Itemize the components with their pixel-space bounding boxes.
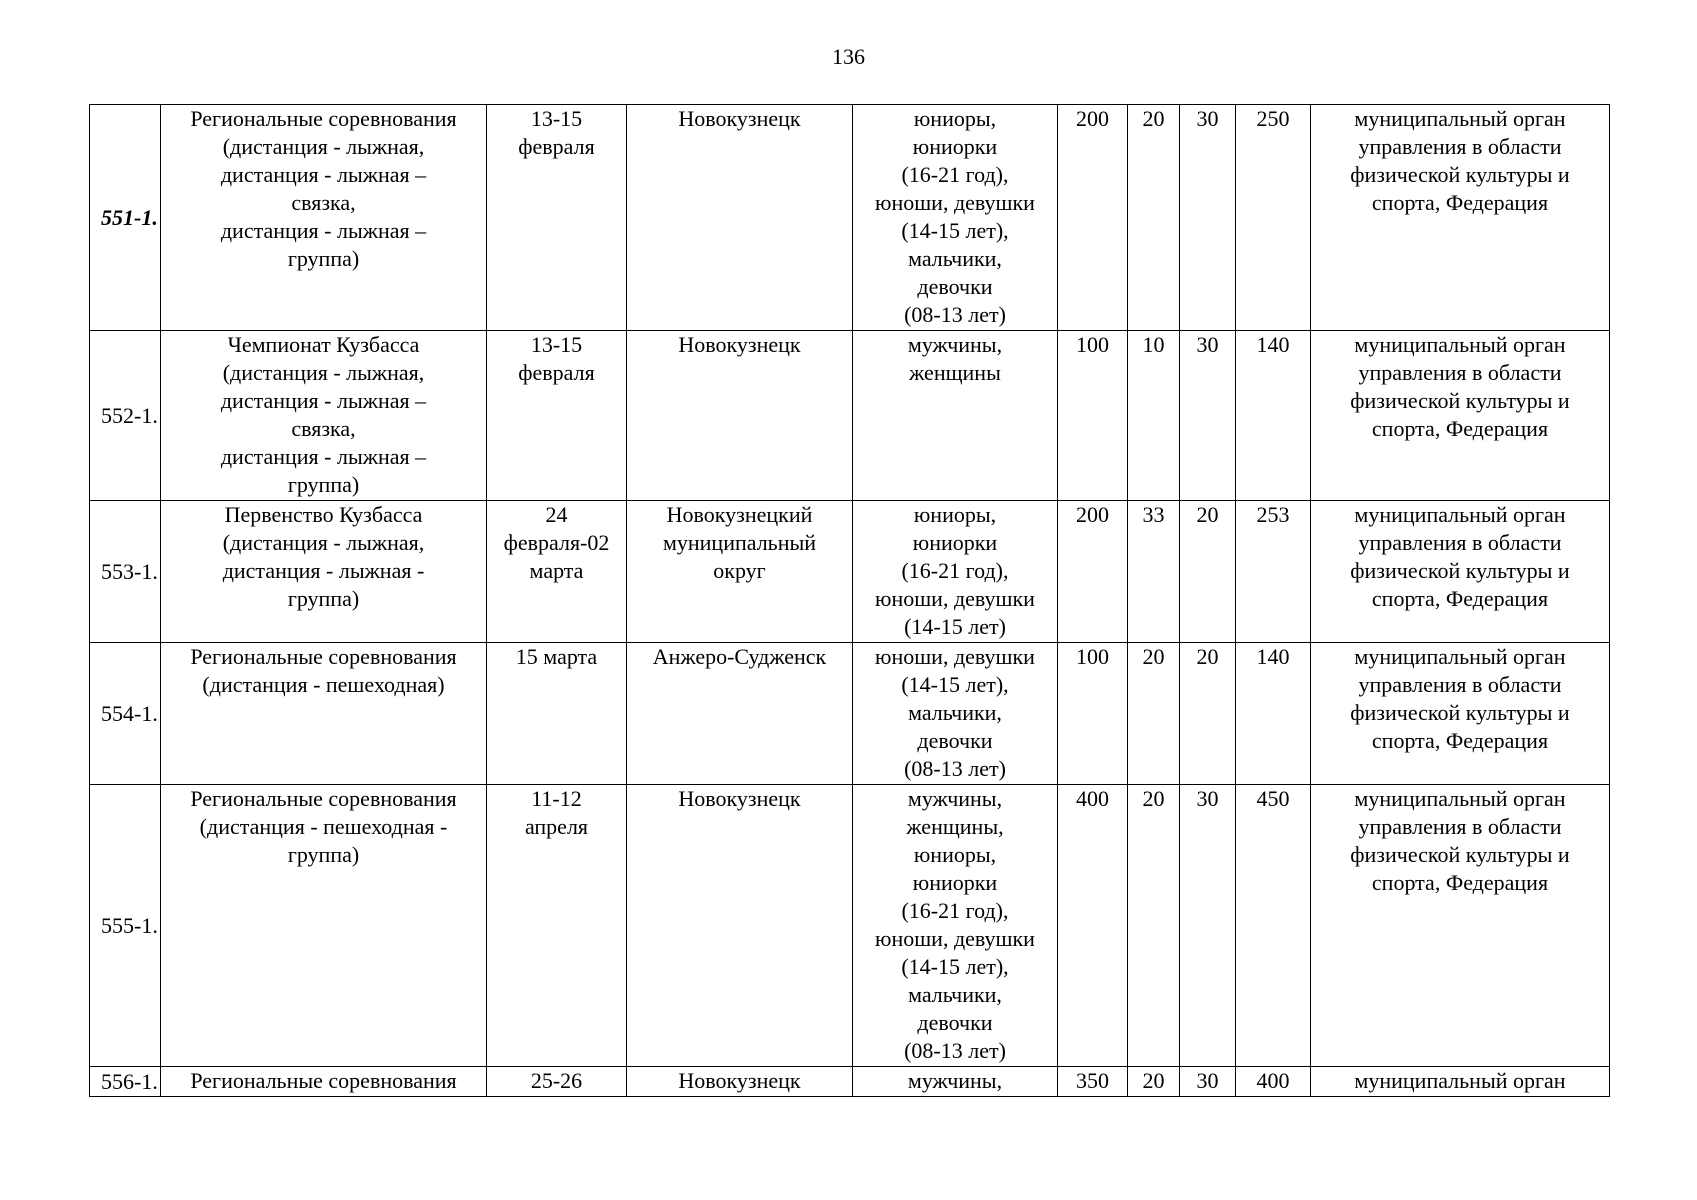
count-total: 400 xyxy=(1236,1067,1311,1097)
count-3: 30 xyxy=(1180,785,1236,1067)
event-name: Чемпионат Кузбасса (дистанция - лыжная, дистанция - лыжная – связка, дистанция - лыжная – группа) xyxy=(161,331,487,501)
table-row xyxy=(90,1067,1610,1097)
event-name: Региональные соревнования (дистанция - лыжная, дистанция - лыжная – связка, дистанция - лыжная – группа) xyxy=(161,105,487,331)
count-1: 200 xyxy=(1058,105,1128,331)
count-1: 100 xyxy=(1058,643,1128,785)
count-3: 30 xyxy=(1180,105,1236,331)
event-organizer: муниципальный орган управления в области физической культуры и спорта, Федерация xyxy=(1311,785,1610,1067)
count-2: 20 xyxy=(1128,785,1180,1067)
count-2: 20 xyxy=(1128,1067,1180,1097)
count-total: 450 xyxy=(1236,785,1311,1067)
count-total: 140 xyxy=(1236,331,1311,501)
event-date: 11-12 апреля xyxy=(487,785,627,1067)
event-name: Первенство Кузбасса (дистанция - лыжная, дистанция - лыжная - группа) xyxy=(161,501,487,643)
count-3: 30 xyxy=(1180,331,1236,501)
row-number: 554-1. xyxy=(90,643,161,785)
page-number: 136 xyxy=(832,44,865,69)
count-total: 140 xyxy=(1236,643,1311,785)
row-number: 551-1. xyxy=(90,105,161,331)
count-1: 350 xyxy=(1058,1067,1128,1097)
event-name: Региональные соревнования (дистанция - пешеходная) xyxy=(161,643,487,785)
event-participants: мужчины, женщины, юниоры, юниорки (16-21 год), юноши, девушки (14-15 лет), мальчики, девочки (08-13 лет) xyxy=(853,785,1058,1067)
count-3: 20 xyxy=(1180,643,1236,785)
row-number: 556-1. xyxy=(90,1067,161,1097)
table-row xyxy=(90,501,1610,643)
event-participants: мужчины, женщины xyxy=(853,331,1058,501)
event-place: Новокузнецк xyxy=(627,331,853,501)
count-1: 400 xyxy=(1058,785,1128,1067)
table-row xyxy=(90,785,1610,1067)
event-organizer: муниципальный орган управления в области физической культуры и спорта, Федерация xyxy=(1311,105,1610,331)
table-row xyxy=(90,643,1610,785)
event-date: 24 февраля-02 марта xyxy=(487,501,627,643)
count-2: 10 xyxy=(1128,331,1180,501)
event-participants: мужчины, xyxy=(853,1067,1058,1097)
event-participants: юноши, девушки (14-15 лет), мальчики, девочки (08-13 лет) xyxy=(853,643,1058,785)
event-name: Региональные соревнования (дистанция - пешеходная - группа) xyxy=(161,785,487,1067)
table-row xyxy=(90,331,1610,501)
count-1: 200 xyxy=(1058,501,1128,643)
event-participants: юниоры, юниорки (16-21 год), юноши, девушки (14-15 лет), мальчики, девочки (08-13 лет) xyxy=(853,105,1058,331)
count-2: 33 xyxy=(1128,501,1180,643)
event-organizer: муниципальный орган управления в области физической культуры и спорта, Федерация xyxy=(1311,643,1610,785)
event-place: Новокузнецк xyxy=(627,105,853,331)
table-row xyxy=(90,105,1610,331)
count-3: 20 xyxy=(1180,501,1236,643)
count-1: 100 xyxy=(1058,331,1128,501)
event-date: 13-15 февраля xyxy=(487,331,627,501)
event-organizer: муниципальный орган управления в области физической культуры и спорта, Федерация xyxy=(1311,331,1610,501)
event-place: Новокузнецк xyxy=(627,1067,853,1097)
event-name: Региональные соревнования xyxy=(161,1067,487,1097)
count-2: 20 xyxy=(1128,643,1180,785)
event-organizer: муниципальный орган xyxy=(1311,1067,1610,1097)
event-place: Новокузнецкий муниципальный округ xyxy=(627,501,853,643)
count-2: 20 xyxy=(1128,105,1180,331)
events-table xyxy=(89,104,1610,1097)
event-date: 25-26 xyxy=(487,1067,627,1097)
event-date: 15 марта xyxy=(487,643,627,785)
row-number: 553-1. xyxy=(90,501,161,643)
row-number: 555-1. xyxy=(90,785,161,1067)
count-total: 250 xyxy=(1236,105,1311,331)
event-place: Анжеро-Судженск xyxy=(627,643,853,785)
event-place: Новокузнецк xyxy=(627,785,853,1067)
event-date: 13-15 февраля xyxy=(487,105,627,331)
count-total: 253 xyxy=(1236,501,1311,643)
row-number: 552-1. xyxy=(90,331,161,501)
event-organizer: муниципальный орган управления в области физической культуры и спорта, Федерация xyxy=(1311,501,1610,643)
count-3: 30 xyxy=(1180,1067,1236,1097)
event-participants: юниоры, юниорки (16-21 год), юноши, девушки (14-15 лет) xyxy=(853,501,1058,643)
